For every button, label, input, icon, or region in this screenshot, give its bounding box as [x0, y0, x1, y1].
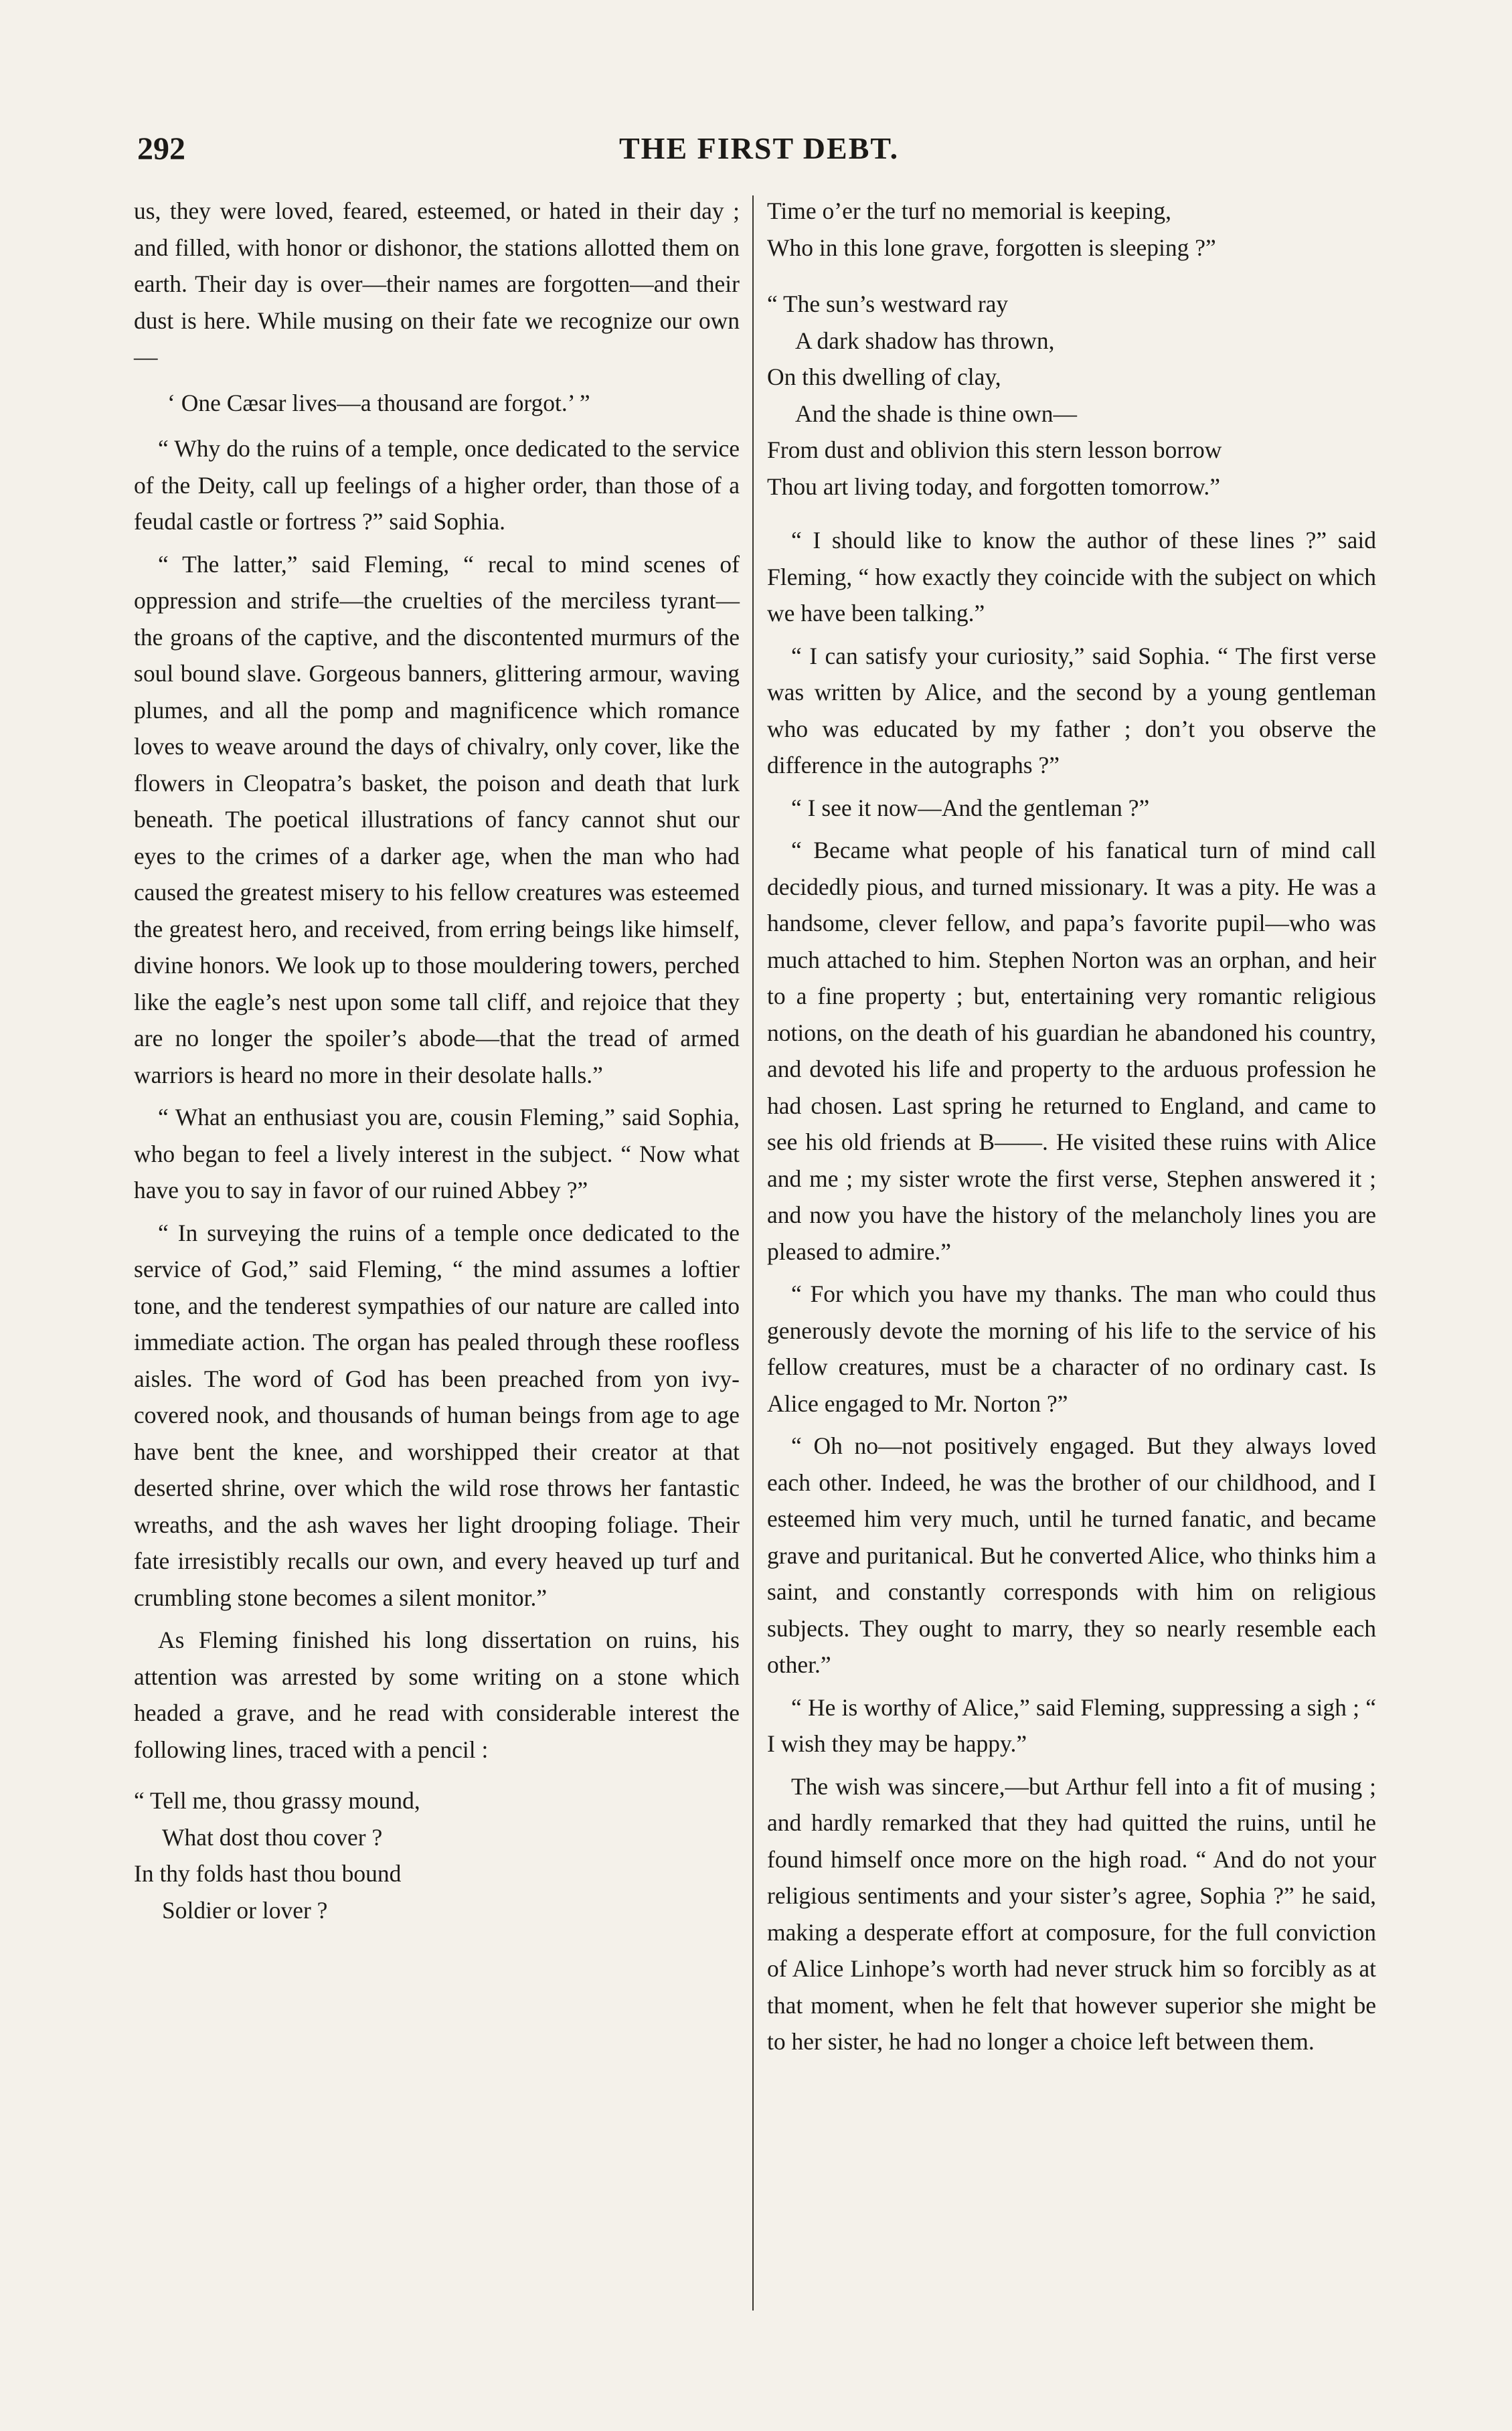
paragraph: “ I see it now—And the gentleman ?” [791, 794, 1150, 821]
verse-line: Thou art living today, and forgotten tomorrow.” [767, 473, 1220, 500]
paragraph: “ What an enthusiast you are, cousin Fleming,” said Sophia, who began to feel a lively interest in the subject. “ Now what have you to say in favor of our ruined Abbey ?” [134, 1104, 740, 1203]
running-title: THE FIRST DEBT. [619, 131, 900, 165]
paragraph: “ I can satisfy your curiosity,” said Sophia. “ The first verse was written by Alice, and the second by a young gentleman who was educated by my father ; don’t you observe the difference in the autographs ?” [767, 642, 1376, 778]
poem-stanza [767, 286, 1376, 505]
verse-line: “ Tell me, thou grassy mound, [134, 1787, 420, 1814]
verse-line: And the shade is thine own— [795, 400, 1078, 427]
poem-stanza [134, 1782, 740, 1928]
paragraph: “ Became what people of his fanatical turn of mind call decidedly pious, and turned missionary. It was a pity. He was a handsome, clever fellow, and papa’s favorite pupil—who was much attached to him. Stephen Norton was an orphan, and heir to a fine property ; but, entertaining very romantic religious notions, on the death of his guardian he abandoned his country, and devoted his life and property to the arduous profession he had chosen. Last spring he returned to England, and came to see his old friends at B——. He visited these ruins with Alice and me ; my sister wrote the first verse, Stephen answered it ; and now you have the history of the melancholy lines you are pleased to admire.” [767, 837, 1376, 1265]
paragraph: As Fleming finished his long dissertation on ruins, his attention was arrested by some writing on a stone which headed a grave, and he read with considerable interest the following lines, traced with a pencil : [134, 1626, 740, 1763]
verse-line: On this dwelling of clay, [767, 363, 1001, 390]
paragraph: “ I should like to know the author of these lines ?” said Fleming, “ how exactly they coincide with the subject on which we have been talking.” [767, 527, 1376, 626]
paragraph: “ The latter,” said Fleming, “ recal to mind scenes of oppression and strife—the cruelties of the merciless tyrant—the groans of the captive, and the discontented murmurs of the soul bound slave. Gorgeous banners, glittering armour, waving plumes, and all the pomp and magnificence which romance loves to weave around the days of chivalry, only cover, like the flowers in Cleopatra’s basket, the poison and death that lurk beneath. The poetical illustrations of fancy cannot shut our eyes to the crimes of a darker age, when the man who had caused the greatest misery to his fellow creatures was esteemed the greatest hero, and received, from erring beings like himself, divine honors. We look up to those mouldering towers, perched like the eagle’s nest upon some tall cliff, and rejoice that they are no longer the spoiler’s abode—that the tread of armed warriors is heard no more in their desolate halls.” [134, 550, 740, 1088]
verse-line: A dark shadow has thrown, [795, 327, 1055, 354]
paragraph: “ Why do the ruins of a temple, once dedicated to the service of the Deity, call up feelings of a higher order, than those of a feudal castle or fortress ?” said Sophia. [134, 435, 740, 535]
page-header [137, 131, 1389, 177]
verse-line: From dust and oblivion this stern lesson borrow [767, 436, 1222, 463]
paragraph: “ He is worthy of Alice,” said Fleming, suppressing a sigh ; “ I wish they may be happy.” [767, 1693, 1376, 1757]
paragraph: The wish was sincere,—but Arthur fell into a fit of musing ; and hardly remarked that they had quitted the ruins, until he found himself once more on the high road. “ And do not your religious sentiments and your sister’s agree, Sophia ?” he said, making a desperate effort at composure, for the full conviction of Alice Linhope’s worth had never struck him so forcibly as at that moment, when he felt that however superior she might be to her sister, he had no longer a choice left between them. [767, 1772, 1376, 2055]
right-column [767, 193, 1376, 2066]
page-number: 292 [137, 131, 185, 167]
paragraph: us, they were loved, feared, esteemed, or hated in their day ; and filled, with honor or dishonor, the stations allotted them on earth. Their day is over—their names are forgotten—and their dust is here. While musing on their fate we recognize our own— [134, 197, 740, 370]
verse-line: Soldier or lover ? [162, 1896, 328, 1924]
verse-line: What dost thou cover ? [162, 1823, 383, 1851]
quotation: ‘ One Cæsar lives—a thousand are forgot.’ ” [167, 389, 590, 416]
verse-line: “ The sun’s westward ray [767, 290, 1009, 317]
column-divider [752, 195, 754, 2311]
paragraph: “ In surveying the ruins of a temple once dedicated to the service of God,” said Fleming, “ the mind assumes a loftier tone, and the tenderest sympathies of our nature are called into immediate action. The organ has pealed through these roofless aisles. The word of God has been preached from yon ivy-covered nook, and thousands of human beings from age to age have bent the knee, and worshipped their creator at that deserted shrine, over which the wild rose throws her fantastic wreaths, and the ash waves her light drooping foliage. Their fate irresistibly recalls our own, and every heaved up turf and crumbling stone becomes a silent monitor.” [134, 1219, 740, 1611]
verse-line: In thy folds hast thou bound [134, 1860, 402, 1887]
paragraph: “ For which you have my thanks. The man who could thus generously devote the morning of his life to the service of his fellow creatures, must be a character of no ordinary cast. Is Alice engaged to Mr. Norton ?” [767, 1280, 1376, 1417]
verse-line: Time o’er the turf no memorial is keeping, [767, 197, 1172, 224]
verse-line: Who in this lone grave, forgotten is sleeping ?” [767, 234, 1216, 261]
paragraph: “ Oh no—not positively engaged. But they always loved each other. Indeed, he was the brother of our childhood, and I esteemed him very much, until he turned fanatic, and became grave and puritanical. But he converted Alice, who thinks him a saint, and constantly corresponds with him on religious subjects. They ought to marry, they so nearly resemble each other.” [767, 1432, 1376, 1678]
poem-stanza [767, 193, 1376, 266]
left-column [134, 193, 740, 1940]
